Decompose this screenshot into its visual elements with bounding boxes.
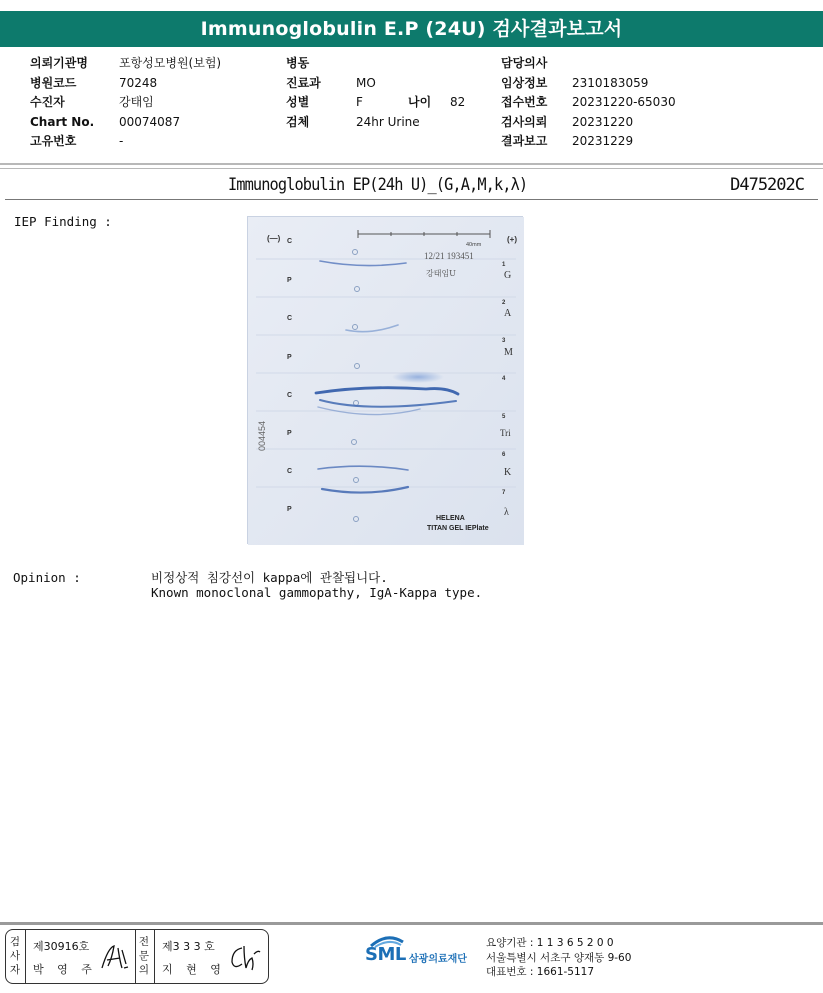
inspector-vertical-label (8, 935, 22, 977)
opinion-line-korean: 비정상적 침강선이 kappa에 관찰됩니다. (151, 570, 388, 585)
info-label: 임상정보 (501, 75, 548, 90)
box-divider (25, 930, 26, 983)
opinion-label: Opinion : (13, 570, 81, 585)
patient-info-col3 (501, 54, 676, 152)
handwritten-name: 강태임U (426, 269, 456, 278)
info-row-institution (30, 54, 221, 74)
footer-divider (0, 922, 823, 925)
phone: 대표번호 : 1661-5117 (486, 966, 595, 978)
neg-label: (—) (267, 234, 281, 243)
lane-number-4: 4 (502, 376, 506, 382)
info-value: 20231220-65030 (572, 95, 676, 109)
info-row-report-date (501, 132, 676, 152)
row-marker-1: C (287, 238, 293, 245)
signature-box (5, 929, 269, 984)
info-value: 20231229 (572, 134, 634, 148)
info-value: 70248 (119, 75, 158, 90)
lane-number-tri: 5 (502, 414, 506, 420)
vertical-char: 전 (138, 936, 150, 948)
row-marker-2: P (287, 277, 292, 284)
info-value: 82 (450, 95, 466, 109)
vertical-char: 자 (9, 964, 21, 976)
info-label: 진료과 (286, 75, 321, 90)
info-label: 결과보고 (501, 134, 548, 148)
info-row-chart-no (30, 113, 221, 133)
test-code: D475202C (730, 175, 804, 195)
inspector-license-no: 제30916호 (33, 940, 90, 953)
divider (0, 168, 823, 169)
info-label: 병원코드 (30, 75, 77, 90)
lane-letter-tri: Tri (500, 428, 511, 438)
divider (0, 163, 823, 165)
footer-address (486, 936, 631, 980)
patient-info-col2 (286, 54, 465, 132)
info-label: Chart No. (30, 114, 95, 129)
lane-letter-m: M (504, 347, 513, 358)
physician-vertical-label (137, 935, 151, 977)
brand-titan-gel: TITAN GEL IEPlate (427, 525, 489, 532)
sml-logo (365, 934, 480, 974)
info-value: 24hr Urine (356, 114, 420, 129)
info-label: 담당의사 (501, 56, 548, 70)
physician-signature (226, 940, 262, 974)
info-label: 검체 (286, 114, 310, 129)
info-row-request-date (501, 113, 676, 133)
vertical-char: 사 (9, 950, 21, 962)
test-header (0, 172, 823, 199)
lane-letter-a: A (504, 308, 512, 319)
iep-gel-image (247, 216, 523, 544)
info-label: 나이 (408, 95, 432, 109)
lane-number-m: 3 (502, 338, 506, 344)
info-label: 고유번호 (30, 134, 77, 148)
info-row-sex-age (286, 93, 465, 113)
info-value: 강태임 (119, 95, 154, 109)
info-row-clinical-info (501, 74, 676, 94)
info-row-hospital-code (30, 74, 221, 94)
divider (5, 199, 818, 200)
lane-letter-k: K (504, 467, 512, 478)
info-row-specimen (286, 113, 465, 133)
physician-name: 지 현 영 (162, 963, 226, 976)
inspector-signature (98, 940, 132, 974)
box-divider (154, 930, 155, 983)
brand-helena: HELENA (436, 515, 465, 522)
info-row-receipt-no (501, 93, 676, 113)
lane-number-g: 1 (502, 262, 506, 268)
info-label: 접수번호 (501, 95, 548, 109)
logo-text: SML (365, 944, 406, 965)
box-divider (135, 930, 136, 983)
info-label: 병동 (286, 56, 310, 70)
patient-info-col1 (30, 54, 221, 152)
vertical-char: 의 (138, 964, 150, 976)
lane-letter-lambda: λ (504, 507, 509, 518)
row-marker-7: C (287, 468, 293, 475)
gel-svg (248, 217, 524, 545)
vertical-char: 검 (9, 936, 21, 948)
test-name: Immunoglobulin EP(24h U)_(G,A,M,k,λ) (228, 175, 528, 195)
row-marker-5: C (287, 392, 293, 399)
info-value: 2310183059 (572, 75, 649, 90)
row-marker-3: C (287, 315, 293, 322)
agency-code: 요양기관 : 1 1 3 6 5 2 0 0 (486, 937, 614, 949)
info-row-department (286, 74, 465, 94)
info-label: 검사의뢰 (501, 114, 548, 129)
lane-number-k: 6 (502, 452, 506, 458)
row-marker-6: P (287, 430, 292, 437)
opinion-line-english: Known monoclonal gammopathy, IgA-Kappa type. (151, 585, 483, 600)
lane-number-a: 2 (502, 300, 506, 306)
opinion-text (151, 570, 482, 600)
info-label: 성별 (286, 95, 310, 109)
org-name: 삼광의료재단 (409, 954, 467, 965)
iep-finding-label: IEP Finding : (14, 214, 112, 229)
scale-label: 40mm (466, 242, 482, 248)
row-marker-4: P (287, 354, 292, 361)
address: 서울특별시 서초구 양재동 9-60 (486, 951, 632, 964)
info-row-ward (286, 54, 465, 74)
pos-label: (+) (507, 235, 517, 244)
row-marker-8: P (287, 506, 292, 513)
inspector-name: 박 영 주 (33, 963, 97, 976)
info-value: F (356, 95, 363, 109)
info-row-unique-no (30, 132, 221, 152)
info-row-doctor (501, 54, 676, 74)
vertical-char: 문 (138, 950, 150, 962)
info-row-patient (30, 93, 221, 113)
lane-number-lambda: 7 (502, 490, 506, 496)
info-value: 20231220 (572, 114, 634, 129)
report-title: Immunoglobulin E.P (24U) 검사결과보고서 (0, 11, 823, 47)
info-value: 포항성모병원(보험) (119, 56, 222, 70)
lane-letter-g: G (504, 270, 512, 281)
info-value: 00074087 (119, 114, 181, 129)
info-value: MO (356, 75, 376, 90)
side-number: 004454 (257, 420, 267, 451)
physician-license-no: 제3 3 3 호 (162, 940, 215, 953)
date-code: 12/21 193451 (424, 251, 474, 261)
info-label: 의뢰기관명 (30, 56, 88, 70)
info-label: 수진자 (30, 95, 65, 109)
info-value: - (119, 134, 124, 148)
